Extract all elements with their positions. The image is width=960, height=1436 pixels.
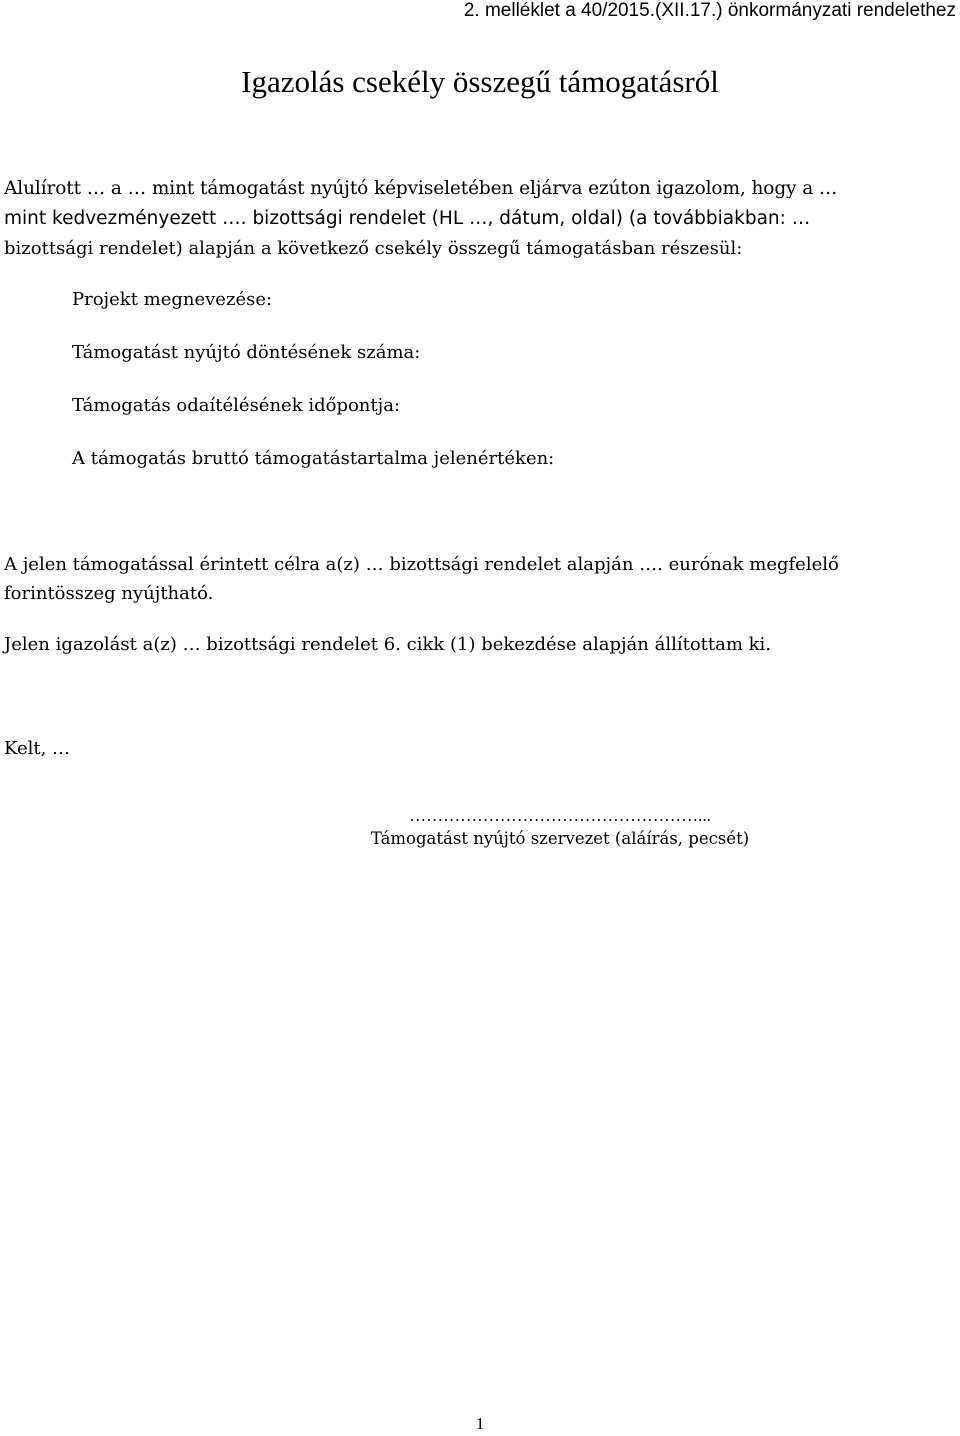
- signature-block: [320, 806, 800, 852]
- intro-line-2: mint kedvezményezett …. bizottsági rendelet (HL …, dátum, oldal) (a továbbiakban: …: [4, 208, 811, 229]
- field-award-date: Támogatás odaítélésének időpontja:: [72, 395, 401, 416]
- signature-line: ……………………………………………...: [409, 806, 711, 825]
- amount-line-1: A jelen támogatással érintett célra a(z) … bizottsági rendelet alapján …. eurónak megfelelő: [4, 554, 839, 575]
- field-decision-number: Támogatást nyújtó döntésének száma:: [72, 342, 421, 363]
- intro-paragraph: [4, 174, 956, 264]
- page-number: 1: [475, 1414, 485, 1433]
- signature-label: Támogatást nyújtó szervezet (aláírás, pecsét): [370, 829, 750, 848]
- field-project-name: Projekt megnevezése:: [72, 289, 273, 310]
- amount-line-2: forintösszeg nyújtható.: [4, 583, 214, 604]
- annex-reference: 2. melléklet a 40/2015.(XII.17.) önkormányzati rendelethez: [463, 0, 956, 21]
- field-gross-aid-value: A támogatás bruttó támogatástartalma jelenértéken:: [72, 448, 555, 469]
- document-title: Igazolás csekély összegű támogatásról: [241, 64, 719, 99]
- intro-line-1: Alulírott … a … mint támogatást nyújtó képviseletében eljárva ezúton igazolom, hogy a …: [4, 178, 838, 199]
- amount-paragraph: [4, 550, 956, 608]
- issued-paragraph: [4, 630, 956, 659]
- place-date: Kelt, …: [4, 738, 71, 759]
- issued-line: Jelen igazolást a(z) … bizottsági rendelet 6. cikk (1) bekezdése alapján állítottam ki.: [4, 634, 772, 655]
- intro-line-3: bizottsági rendelet) alapján a következő csekély összegű támogatásban részesül:: [4, 238, 743, 259]
